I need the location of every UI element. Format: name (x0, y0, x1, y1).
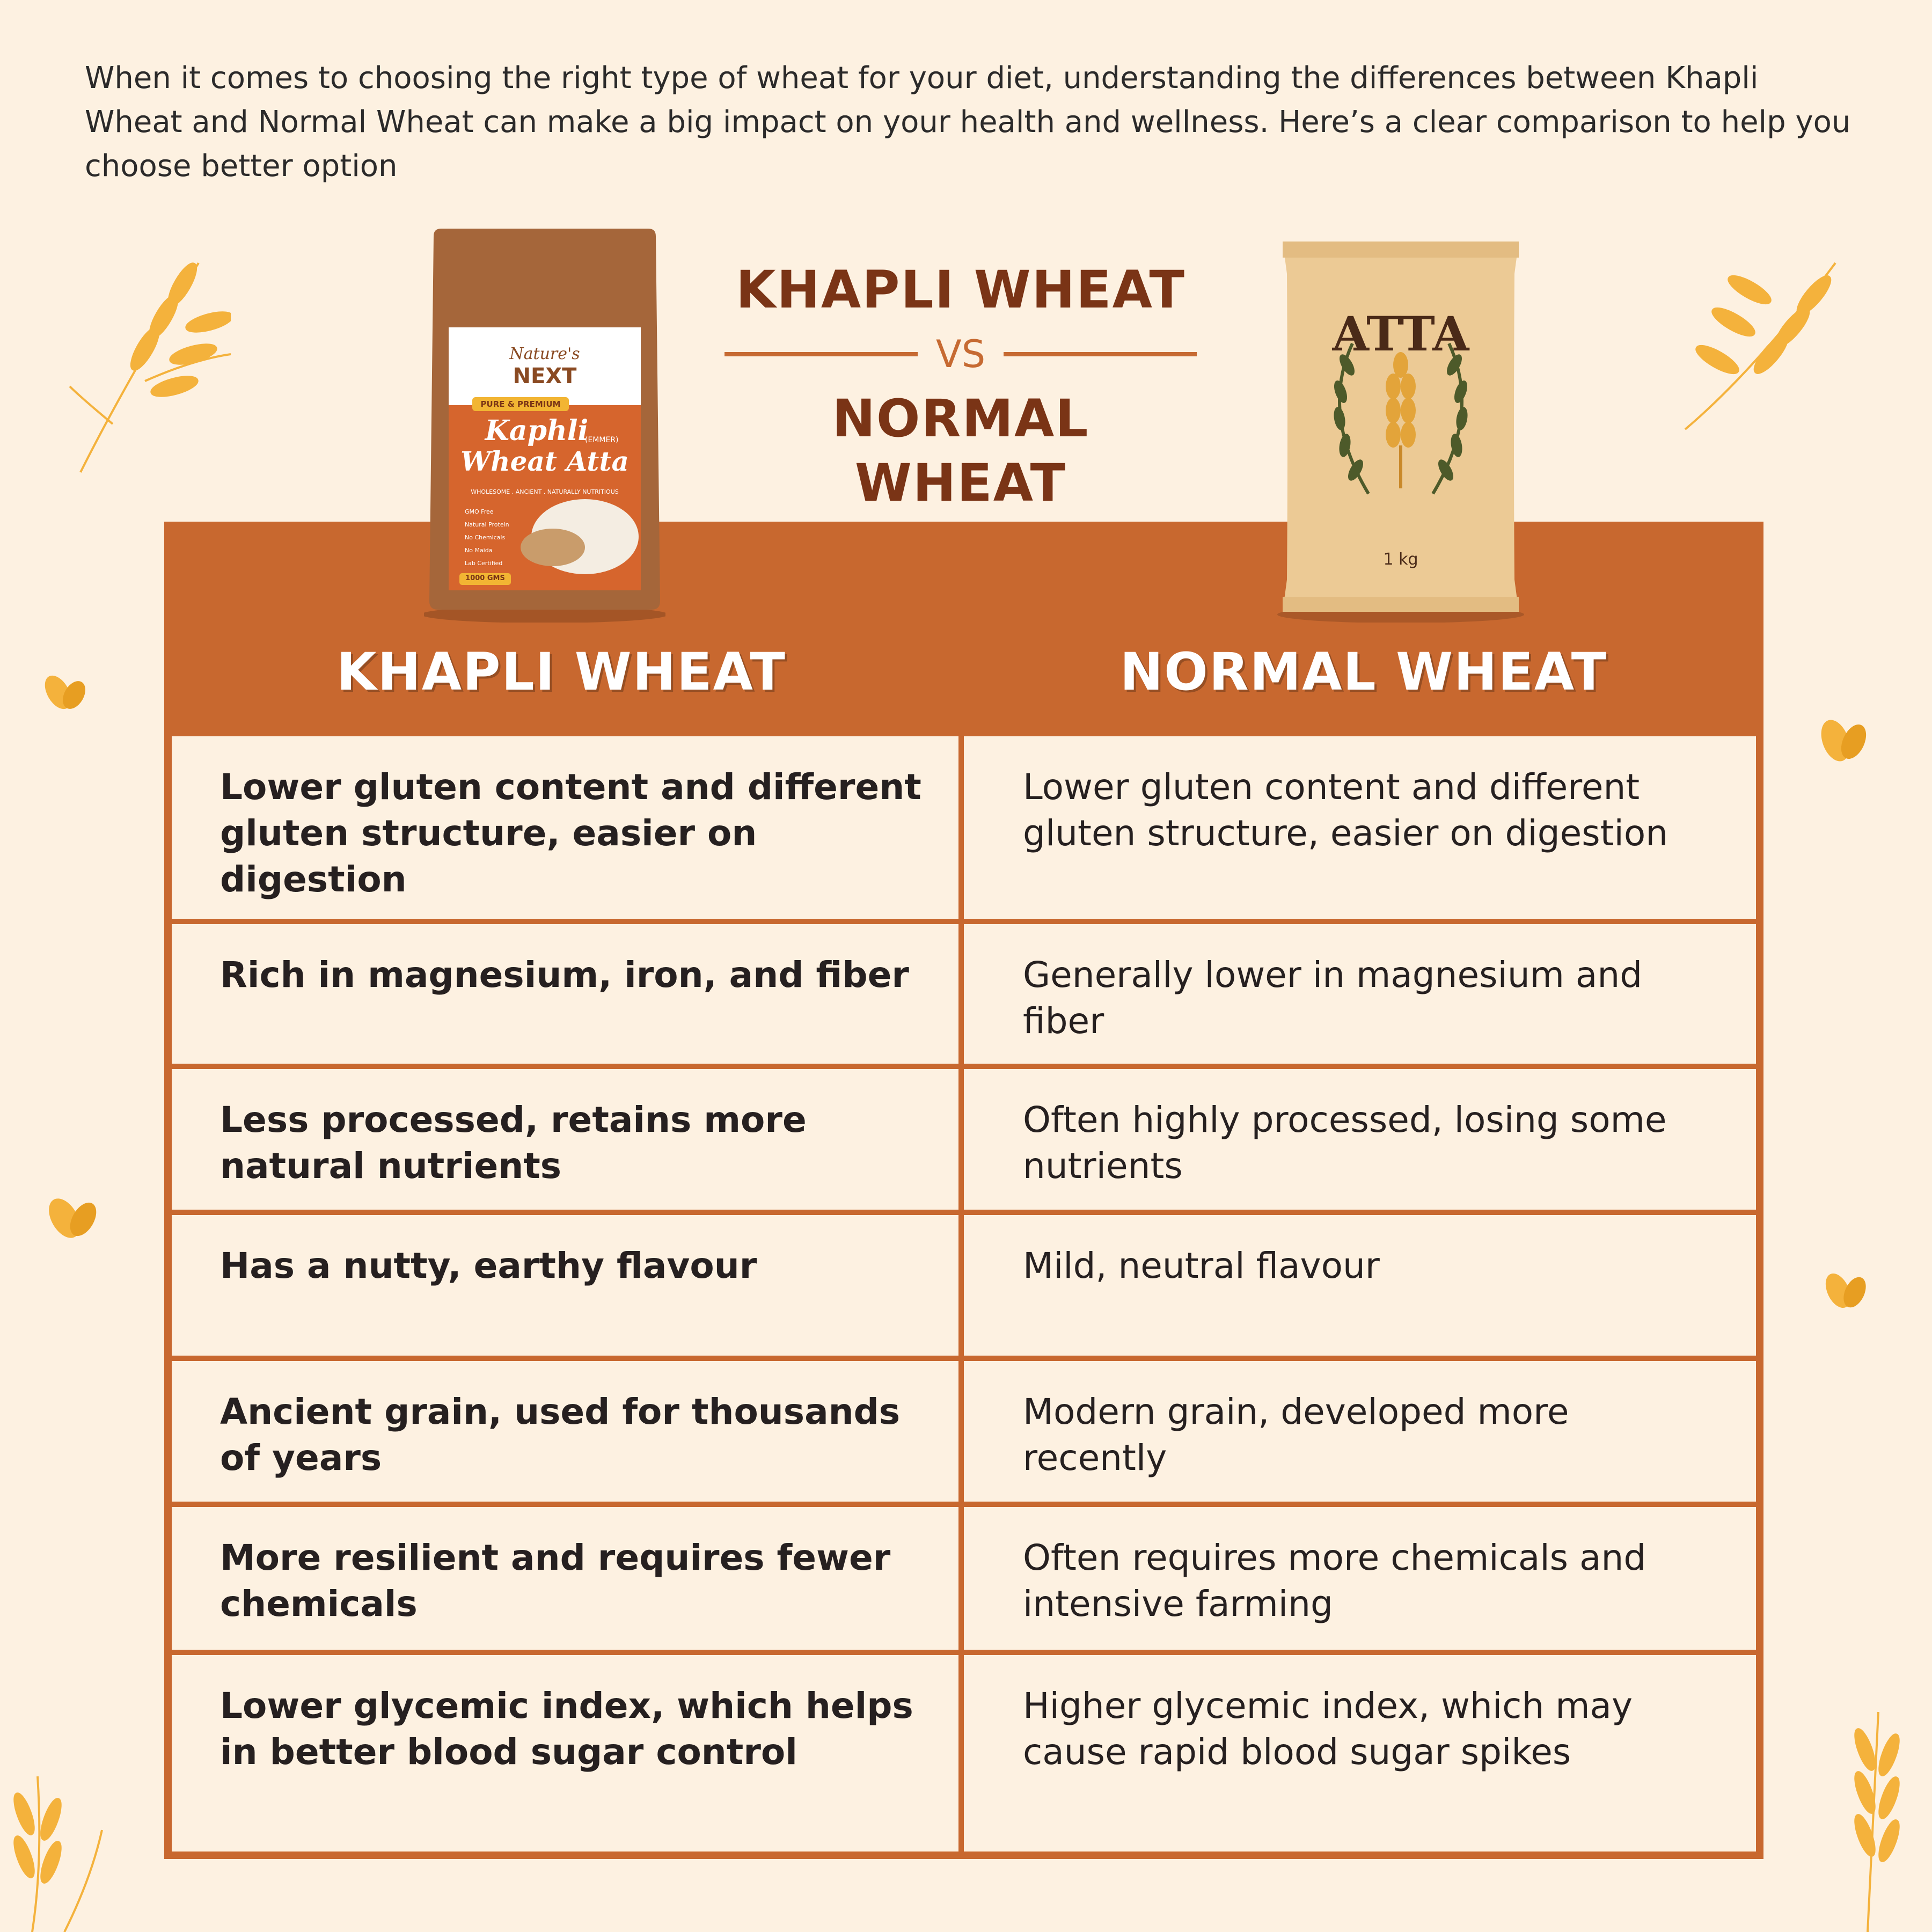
khapli-cell: Has a nutty, earthy flavour (172, 1215, 958, 1356)
khapli-cell: Ancient grain, used for thousands of years (172, 1361, 958, 1502)
table-row (172, 1655, 1756, 1851)
title-khapli: KHAPLI WHEAT (736, 260, 1185, 320)
wheat-grain-icon (1814, 708, 1873, 767)
wheat-grain-icon (42, 665, 90, 714)
comparison-table (164, 522, 1763, 1859)
khapli-cell: More resilient and requires fewer chemicals (172, 1507, 958, 1650)
pack-feature: GMO Free (465, 508, 494, 515)
normal-cell: Lower gluten content and different gluten structure, easier on digestion (964, 736, 1756, 919)
pack-tag: PURE & PREMIUM (480, 399, 561, 409)
normal-atta-package (1272, 236, 1529, 623)
khapli-cell: Rich in magnesium, iron, and fiber (172, 924, 958, 1064)
wheat-stalk-icon (1674, 252, 1846, 435)
wheat-stalk-icon (1819, 1690, 1932, 1932)
wheat-stalk-icon (0, 1755, 118, 1932)
normal-cell: Mild, neutral flavour (964, 1215, 1756, 1356)
comparison-title (719, 258, 1202, 515)
pack-feature: Lab Certified (465, 560, 503, 567)
table-row (172, 924, 1756, 1064)
intro-paragraph: When it comes to choosing the right type of wheat for your diet, understanding the differences between Khapli Wheat and Normal Wheat can make a big impact on your health and wellness. Here’s a clear comparison to help you choose better option (85, 61, 1851, 184)
title-normal: NORMAL WHEAT (832, 389, 1089, 513)
atta-weight: 1 kg (1383, 550, 1418, 569)
pack-brand-line2: NEXT (513, 364, 577, 389)
khapli-cell: Less processed, retains more natural nutrients (172, 1069, 958, 1210)
pack-weight: 1000 GMS (465, 574, 505, 582)
pack-strap: WHOLESOME . ANCIENT . NATURALLY NUTRITIOUS (471, 488, 619, 495)
pack-features (465, 506, 509, 570)
khapli-cell: Lower gluten content and different gluten structure, easier on digestion (172, 736, 958, 919)
normal-cell: Generally lower in magnesium and fiber (964, 924, 1756, 1064)
pack-name-sub: (EMMER) (585, 436, 619, 444)
normal-cell: Often requires more chemicals and intensive farming (964, 1507, 1756, 1650)
pack-feature: No Chemicals (465, 534, 506, 541)
pack-feature: Natural Protein (465, 521, 509, 528)
vs-divider (719, 322, 1202, 386)
header-khapli: KHAPLI WHEAT (336, 642, 786, 702)
divider-line (724, 352, 918, 356)
wheat-stalk-icon (59, 252, 231, 478)
pack-brand-line1: Nature's (509, 345, 580, 363)
normal-cell: Higher glycemic index, which may cause rapid blood sugar spikes (964, 1655, 1756, 1851)
khapli-wheat-package (424, 225, 665, 623)
header-normal: NORMAL WHEAT (1119, 642, 1608, 702)
normal-cell: Often highly processed, losing some nutrients (964, 1069, 1756, 1210)
table-row (172, 1361, 1756, 1502)
wheat-grain-icon (43, 1186, 102, 1245)
table-row (172, 1069, 1756, 1210)
atta-label: ATTA (1332, 306, 1469, 362)
vs-label: VS (935, 332, 986, 376)
divider-line (1004, 352, 1197, 356)
table-row (172, 1215, 1756, 1356)
pack-name-line1: Kaphli (485, 414, 589, 447)
khapli-cell: Lower glycemic index, which helps in better blood sugar control (172, 1655, 958, 1851)
wheat-grain-icon (1819, 1261, 1873, 1315)
table-row (172, 736, 1756, 919)
pack-feature: No Maida (465, 547, 493, 554)
table-row (172, 1507, 1756, 1650)
pack-name-line2: Wheat Atta (460, 445, 629, 477)
normal-cell: Modern grain, developed more recently (964, 1361, 1756, 1502)
